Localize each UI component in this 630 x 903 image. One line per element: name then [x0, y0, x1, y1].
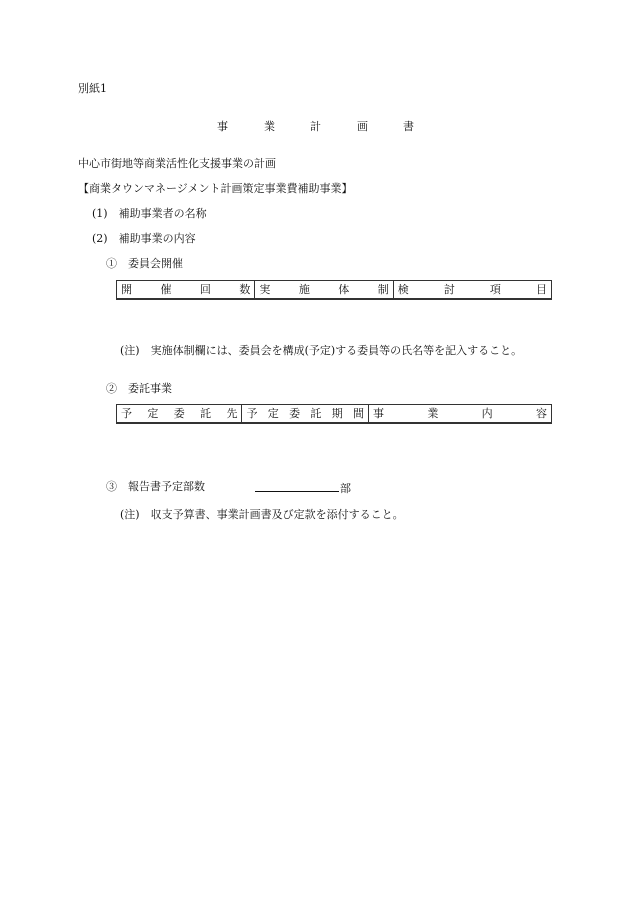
header-char: 間: [353, 407, 365, 420]
subitem-commission: ② 委託事業: [106, 382, 172, 395]
header-meeting-count: [117, 281, 255, 299]
table-cell: [242, 423, 369, 424]
committee-table: [116, 280, 552, 300]
header-char: 項: [489, 283, 501, 296]
header-char: 実: [259, 283, 271, 296]
header-structure: [255, 281, 393, 299]
subitem-committee: ① 委員会開催: [106, 257, 183, 270]
header-char: 制: [377, 283, 389, 296]
header-char: 事: [373, 407, 385, 420]
copies-blank-line: [255, 480, 339, 492]
header-review-items: [393, 281, 551, 299]
table-cell: [369, 423, 552, 424]
attachment-label: 別紙1: [78, 82, 107, 95]
header-char: 定: [267, 407, 279, 420]
title-char: 事: [217, 120, 228, 133]
header-char: 委: [289, 407, 301, 420]
program-line: 【商業タウンマネージメント計画策定事業費補助事業】: [78, 182, 353, 195]
header-char: 定: [147, 407, 159, 420]
header-char: 期: [331, 407, 343, 420]
document-title: [0, 120, 630, 134]
header-char: 先: [226, 407, 238, 420]
header-commission-period: [242, 405, 369, 423]
table-cell: [117, 423, 242, 424]
table-cell: [255, 299, 393, 300]
item-project-content: (2) 補助事業の内容: [92, 232, 196, 245]
copies-unit: 部: [340, 482, 351, 495]
header-char: 体: [338, 283, 350, 296]
header-char: 業: [427, 407, 439, 420]
report-copies-field: [255, 480, 351, 496]
title-char: 計: [310, 120, 321, 133]
header-char: 託: [200, 407, 212, 420]
header-char: 託: [310, 407, 322, 420]
header-char: 予: [121, 407, 132, 420]
header-char: 検: [397, 283, 409, 296]
header-char: 施: [298, 283, 310, 296]
header-char: 容: [535, 407, 547, 420]
header-char: 回: [199, 283, 211, 296]
table-row: [117, 299, 552, 300]
header-char: 委: [173, 407, 185, 420]
header-project-content: [369, 405, 552, 423]
title-char: 画: [357, 120, 368, 133]
header-char: 内: [481, 407, 493, 420]
header-commissionee: [117, 405, 242, 423]
table-cell: [393, 299, 551, 300]
title-char: 業: [264, 120, 275, 133]
header-char: 催: [160, 283, 172, 296]
table-cell: [117, 299, 255, 300]
item-applicant-name: (1) 補助事業者の名称: [92, 207, 207, 220]
subitem-report-copies: ③ 報告書予定部数: [106, 480, 205, 493]
header-char: 開: [121, 283, 132, 296]
title-char: 書: [403, 120, 414, 133]
table-row: [117, 423, 552, 424]
header-char: 目: [535, 283, 547, 296]
table-header-row: [117, 405, 552, 423]
header-char: 討: [443, 283, 455, 296]
subject-line: 中心市街地等商業活性化支援事業の計画: [78, 157, 276, 170]
commission-table: [116, 404, 552, 424]
table-header-row: [117, 281, 552, 299]
note-attachments: (注) 収支予算書、事業計画書及び定款を添付すること。: [120, 508, 404, 521]
header-char: 予: [246, 407, 258, 420]
note-structure: (注) 実施体制欄には、委員会を構成(予定)する委員等の氏名等を記入すること。: [120, 344, 523, 357]
header-char: 数: [239, 283, 251, 296]
